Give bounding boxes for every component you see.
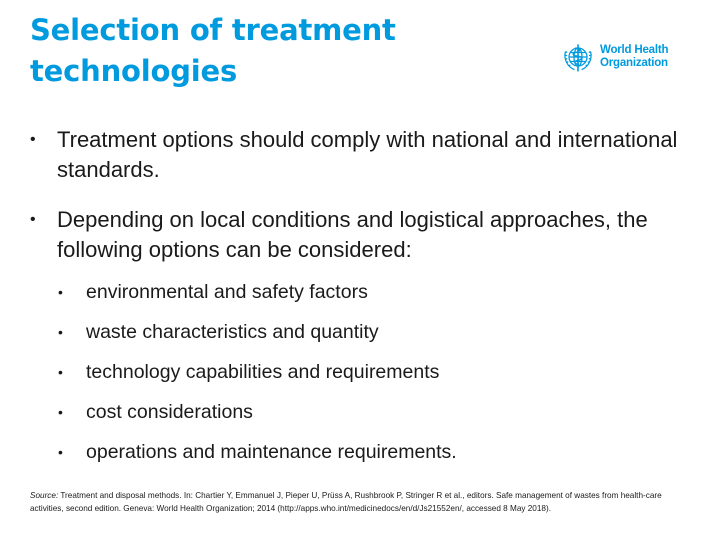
bullet-text: Treatment options should comply with national and international standards. (57, 127, 678, 182)
who-emblem-icon (560, 39, 596, 75)
source-label: Source: (30, 491, 59, 500)
who-logo (560, 38, 668, 76)
sub-bullet-marker: • (58, 444, 63, 460)
sub-bullet-marker: • (58, 404, 63, 420)
sub-bullet-text: environmental and safety factors (86, 281, 368, 303)
bullet-marker: • (30, 211, 36, 228)
sub-bullet-text: technology capabilities and requirements (86, 361, 440, 383)
who-logo-text (600, 44, 668, 70)
source-citation (30, 490, 695, 515)
sub-bullet-text: waste characteristics and quantity (86, 321, 379, 343)
bullet-marker: • (30, 131, 36, 148)
logo-line-1: World Health (600, 44, 669, 56)
source-text: Treatment and disposal methods. In: Chartier Y, Emmanuel J, Pieper U, Prüss A, Rushbrook P, Stringer R et al., editors. Safe management of wastes from health-care activities, second edition. Geneva: World Health Organization; 2014 (http://apps.who.int/medicinedocs/en/d/Js21552en/, accessed 8 May 2018). (30, 491, 662, 513)
sub-bullet-text: operations and maintenance requirements. (86, 441, 457, 463)
bullet-text: Depending on local conditions and logistical approaches, the following options can be considered: (57, 207, 648, 262)
slide-title: Selection of treatment technologies (30, 13, 396, 88)
sub-bullet-marker: • (58, 364, 63, 380)
sub-bullet-text: cost considerations (86, 401, 253, 423)
sub-bullet-marker: • (58, 324, 63, 340)
logo-line-2: Organization (600, 57, 668, 69)
sub-bullet-marker: • (58, 284, 63, 300)
